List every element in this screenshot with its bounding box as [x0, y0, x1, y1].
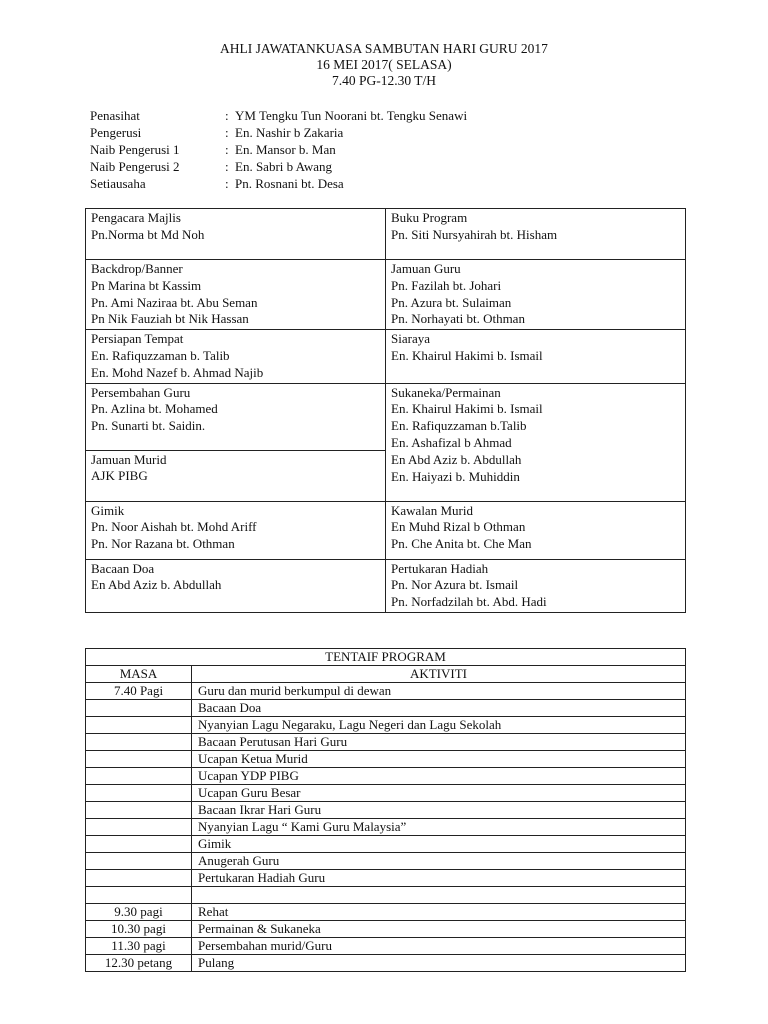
program-row	[86, 836, 686, 853]
program-activity	[192, 887, 686, 904]
committee-title: Persiapan Tempat	[91, 331, 184, 347]
officer-name: En. Nashir b Zakaria	[235, 125, 344, 140]
officer-row	[90, 175, 467, 192]
program-row	[86, 819, 686, 836]
committee-title: Pertukaran Hadiah	[391, 560, 489, 576]
program-activity: Permainan & Sukaneka	[192, 921, 686, 938]
committee-member: En. Haiyazi b. Muhiddin	[391, 468, 520, 484]
program-row	[86, 870, 686, 887]
program-activity: Pulang	[192, 955, 686, 972]
committee-member: Pn. Che Anita bt. Che Man	[391, 536, 532, 552]
officer-name: En. Mansor b. Man	[235, 142, 336, 157]
program-activity: Nyanyian Lagu “ Kami Guru Malaysia”	[192, 819, 686, 836]
program-activity: Anugerah Guru	[192, 853, 686, 870]
header-time: 7.40 PG-12.30 T/H	[331, 73, 436, 88]
committee-member: Pn. Siti Nursyahirah bt. Hisham	[391, 226, 558, 242]
program-row	[86, 853, 686, 870]
program-activity: Pertukaran Hadiah Guru	[192, 870, 686, 887]
program-time: 12.30 petang	[86, 955, 192, 972]
program-activity: Nyanyian Lagu Negaraku, Lagu Negeri dan Lagu Sekolah	[192, 717, 686, 734]
committee-member: En. Khairul Hakimi b. Ismail	[391, 401, 543, 417]
program-time	[86, 768, 192, 785]
officer-row	[90, 141, 467, 158]
program-activity: Guru dan murid berkumpul di dewan	[192, 683, 686, 700]
program-table	[85, 648, 686, 972]
column-header-aktiviti: AKTIVITI	[192, 666, 686, 683]
officer-role: Penasihat	[90, 108, 140, 123]
program-row	[86, 768, 686, 785]
committee-cell	[86, 559, 386, 612]
officer-colon: :	[225, 159, 229, 174]
committee-member: Pn. Nor Azura bt. Ismail	[391, 577, 519, 593]
program-time: 11.30 pagi	[86, 938, 192, 955]
committee-title: Buku Program	[391, 210, 468, 225]
program-time	[86, 870, 192, 887]
program-activity: Bacaan Perutusan Hari Guru	[192, 734, 686, 751]
program-row	[86, 751, 686, 768]
committee-member: Pn. Sunarti bt. Saidin.	[91, 418, 206, 434]
program-row	[86, 904, 686, 921]
program-row	[86, 734, 686, 751]
committee-title: Persembahan Guru	[91, 384, 191, 400]
committee-cell	[386, 501, 686, 559]
officer-name: Pn. Rosnani bt. Desa	[235, 176, 344, 191]
officer-row	[90, 124, 467, 141]
program-time	[86, 836, 192, 853]
committee-cell	[86, 330, 386, 383]
committee-member: En. Khairul Hakimi b. Ismail	[391, 347, 543, 363]
program-row	[86, 887, 686, 904]
program-time: 9.30 pagi	[86, 904, 192, 921]
program-activity: Gimik	[192, 836, 686, 853]
committee-title: Kawalan Murid	[391, 502, 473, 518]
committee-title: Jamuan Murid	[91, 451, 167, 467]
committee-cell	[86, 450, 386, 501]
committee-member: Pn. Norfadzilah bt. Abd. Hadi	[391, 594, 547, 610]
column-header-masa: MASA	[86, 666, 192, 683]
officer-colon: :	[225, 176, 229, 191]
program-row	[86, 802, 686, 819]
program-activity: Bacaan Doa	[192, 700, 686, 717]
committee-cell	[86, 260, 386, 330]
officer-colon: :	[225, 125, 229, 140]
committee-cell	[386, 383, 686, 501]
program-activity: Ucapan YDP PIBG	[192, 768, 686, 785]
program-time	[86, 819, 192, 836]
program-time	[86, 802, 192, 819]
program-row	[86, 938, 686, 955]
program-activity: Bacaan Ikrar Hari Guru	[192, 802, 686, 819]
committee-cell	[86, 501, 386, 559]
program-time	[86, 887, 192, 904]
committee-member: En Abd Aziz b. Abdullah	[91, 577, 222, 593]
committee-member: En. Mohd Nazef b. Ahmad Najib	[91, 364, 264, 380]
committee-member: Pn. Azlina bt. Mohamed	[91, 401, 218, 417]
officer-colon: :	[225, 108, 229, 123]
program-row	[86, 700, 686, 717]
program-row	[86, 955, 686, 972]
officer-row	[90, 158, 467, 175]
program-activity: Ucapan Ketua Murid	[192, 751, 686, 768]
officer-role: Pengerusi	[90, 125, 142, 140]
program-time: 7.40 Pagi	[86, 683, 192, 700]
officer-row	[90, 107, 467, 124]
officers-list	[90, 107, 467, 192]
committee-member: AJK PIBG	[91, 468, 148, 484]
committee-cell	[386, 260, 686, 330]
committee-title: Gimik	[91, 502, 125, 518]
committee-title: Pengacara Majlis	[91, 210, 181, 225]
program-row	[86, 921, 686, 938]
program-time	[86, 785, 192, 802]
committee-member: Pn Marina bt Kassim	[91, 277, 202, 293]
program-time	[86, 717, 192, 734]
committee-title: Bacaan Doa	[91, 560, 155, 576]
committee-title: Backdrop/Banner	[91, 261, 183, 276]
officer-role: Naib Pengerusi 2	[90, 159, 180, 174]
committee-member: Pn. Norhayati bt. Othman	[391, 311, 525, 327]
program-title: TENTAIF PROGRAM	[86, 649, 686, 666]
committee-member: En. Rafiquzzaman b. Talib	[91, 347, 230, 363]
committee-member: Pn. Azura bt. Sulaiman	[391, 294, 512, 310]
committee-cell	[386, 209, 686, 260]
header-title: AHLI JAWATANKUASA SAMBUTAN HARI GURU 2017	[220, 41, 548, 56]
program-activity: Persembahan murid/Guru	[192, 938, 686, 955]
program-row	[86, 785, 686, 802]
committee-member: Pn. Noor Aishah bt. Mohd Ariff	[91, 519, 257, 535]
program-time	[86, 751, 192, 768]
committee-member: Pn. Ami Naziraa bt. Abu Seman	[91, 294, 258, 310]
committee-cell	[386, 559, 686, 612]
program-activity: Ucapan Guru Besar	[192, 785, 686, 802]
program-time	[86, 700, 192, 717]
program-row	[86, 683, 686, 700]
program-time	[86, 734, 192, 751]
program-time	[86, 853, 192, 870]
officer-name: En. Sabri b Awang	[235, 159, 333, 174]
committee-cell	[86, 209, 386, 260]
program-activity: Rehat	[192, 904, 686, 921]
officer-role: Naib Pengerusi 1	[90, 142, 180, 157]
committee-member: En. Rafiquzzaman b.Talib	[391, 418, 527, 434]
committee-title: Siaraya	[391, 331, 430, 347]
committee-member: Pn. Nor Razana bt. Othman	[91, 536, 235, 552]
committee-member: En Abd Aziz b. Abdullah	[391, 451, 522, 467]
program-time: 10.30 pagi	[86, 921, 192, 938]
officer-role: Setiausaha	[90, 176, 146, 191]
committee-member: En Muhd Rizal b Othman	[391, 519, 526, 535]
committee-cell	[86, 383, 386, 450]
committee-title: Jamuan Guru	[391, 261, 461, 276]
committee-member: Pn.Norma bt Md Noh	[91, 226, 205, 242]
officer-colon: :	[225, 142, 229, 157]
committee-member: Pn. Fazilah bt. Johari	[391, 277, 502, 293]
committee-cell	[386, 330, 686, 383]
committee-title: Sukaneka/Permainan	[391, 384, 501, 400]
officer-name: YM Tengku Tun Noorani bt. Tengku Senawi	[235, 108, 468, 123]
document-header	[0, 41, 768, 89]
committee-member: En. Ashafizal b Ahmad	[391, 434, 512, 450]
header-date: 16 MEI 2017( SELASA)	[316, 57, 452, 72]
committee-member: Pn Nik Fauziah bt Nik Hassan	[91, 311, 249, 327]
program-row	[86, 717, 686, 734]
committee-table	[85, 208, 686, 613]
